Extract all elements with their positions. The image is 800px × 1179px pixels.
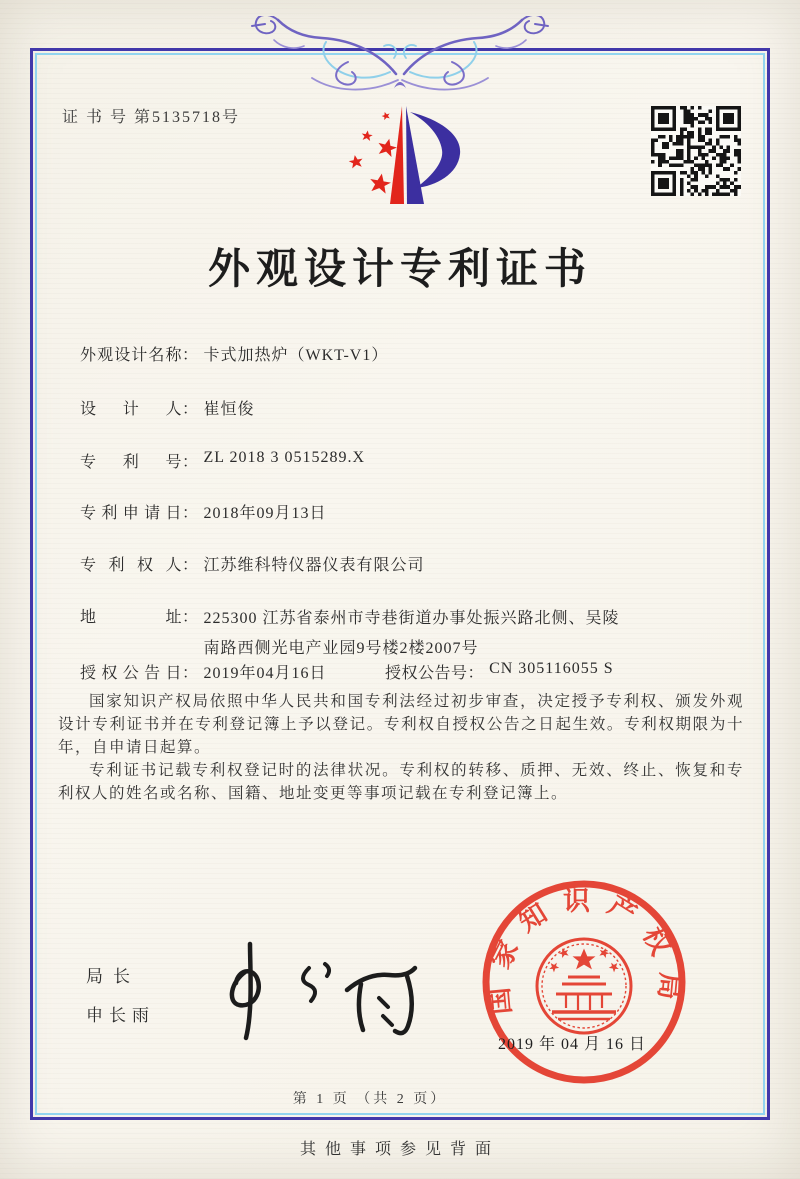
field-design-name	[80, 342, 388, 365]
back-side-note: 其他事项参见背面	[299, 1141, 500, 1158]
cnipa-logo-icon	[334, 100, 466, 210]
legal-paragraph-1: 国家知识产权局依照中华人民共和国专利法经过初步审查，决定授予专利权、颁发外观设计专利证书并在专利登记簿上予以登记。专利权自授权公告之日起生效。专利权期限为十年，自申请日起算。	[58, 693, 744, 756]
handwritten-signature-icon	[205, 938, 420, 1043]
field-value	[204, 604, 620, 664]
field-label: 设计人	[80, 401, 182, 418]
field-label: 授权公告号	[385, 665, 468, 682]
field-value: CN 305116055 S	[489, 660, 614, 677]
field-value: 江苏维科特仪器仪表有限公司	[203, 557, 425, 574]
commissioner-title: 局长	[86, 967, 140, 986]
field-colon: ：	[182, 609, 199, 626]
field-colon: ：	[182, 665, 199, 682]
field-label: 授权公告日	[80, 665, 182, 682]
grant-number-pair	[385, 660, 614, 682]
field-value: 卡式加热炉（WKT-V1）	[203, 347, 389, 364]
grant-date-pair	[80, 665, 327, 682]
field-filing-date	[80, 500, 327, 523]
field-label: 专利号	[80, 454, 182, 471]
commissioner-name: 申长雨	[86, 1006, 155, 1025]
field-label: 专利申请日	[80, 505, 182, 522]
official-seal-icon	[478, 876, 690, 1088]
field-value: 2019年04月16日	[203, 665, 327, 682]
field-address	[80, 604, 620, 664]
field-value: ZL 2018 3 0515289.X	[203, 449, 366, 466]
address-line-1: 225300 江苏省泰州市寺巷街道办事处振兴路北侧、吴陵	[203, 610, 620, 627]
field-value: 2018年09月13日	[203, 505, 327, 522]
top-flourish-ornament-icon	[250, 16, 550, 102]
field-colon: ：	[182, 505, 199, 522]
field-colon: ：	[182, 347, 199, 364]
field-colon: ：	[467, 665, 485, 682]
field-label: 外观设计名称	[80, 347, 182, 364]
seal-ring-text: 国家知识产权局	[482, 885, 686, 1016]
qr-code-icon	[651, 106, 741, 196]
field-value: 崔恒俊	[203, 401, 255, 418]
seal-date: 2019 年 04 月 16 日	[498, 1036, 647, 1053]
field-colon: ：	[182, 557, 199, 574]
field-designer	[80, 396, 255, 419]
certificate-number: 证 书 号 第5135718号	[62, 109, 241, 126]
field-colon: ：	[182, 454, 199, 471]
field-grant-row	[80, 660, 614, 683]
address-line-2: 南路西侧光电产业园9号楼2楼2007号	[203, 640, 479, 657]
field-patentee	[80, 552, 425, 575]
legal-paragraph-2: 专利证书记载专利权登记时的法律状况。专利权的转移、质押、无效、终止、恢复和专利权人的姓名或名称、国籍、地址变更等事项记载在专利登记簿上。	[58, 762, 744, 802]
field-label: 专利权人	[80, 557, 182, 574]
page-number: 第 1 页 （共 2 页）	[292, 1092, 448, 1107]
certificate-title: 外观设计专利证书	[207, 247, 592, 293]
legal-text	[58, 690, 744, 805]
field-colon: ：	[182, 401, 199, 418]
field-patent-number	[80, 449, 365, 472]
field-label: 地址	[80, 609, 182, 626]
